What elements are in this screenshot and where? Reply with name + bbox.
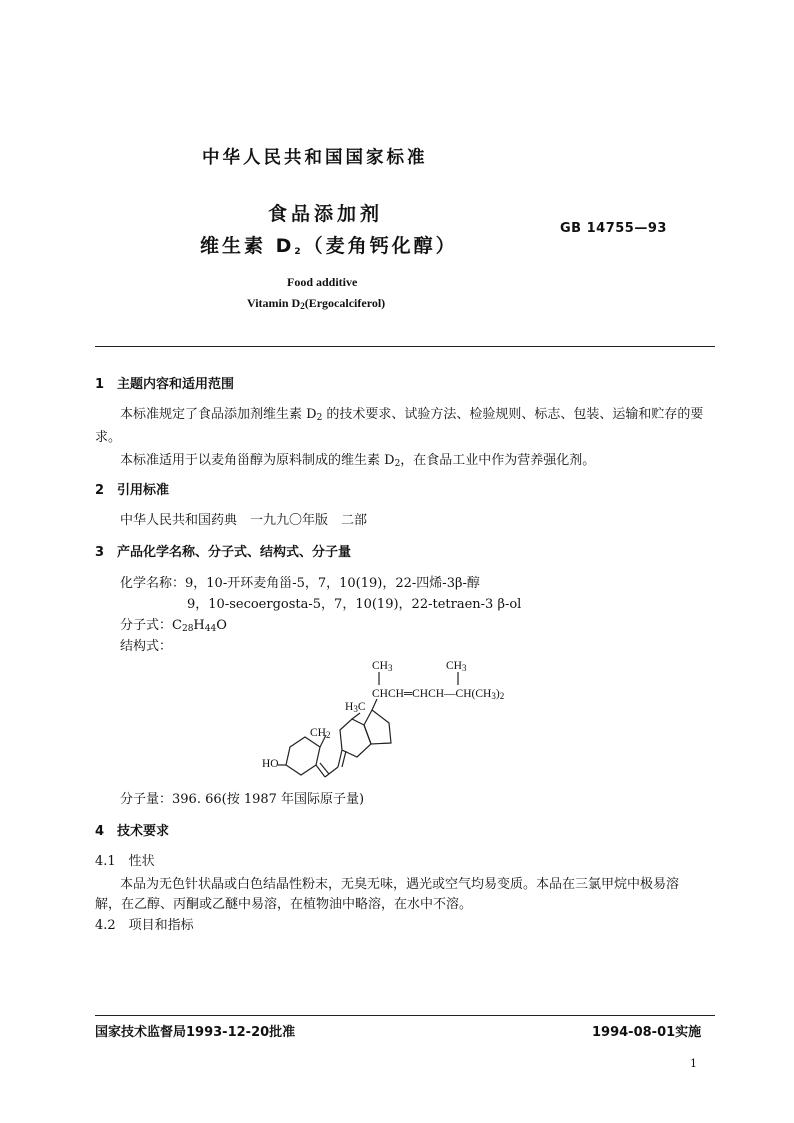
en-title-line2-suffix: (Ergocalciferol)	[304, 296, 386, 310]
chemical-name-cn: 化学名称：9，10-开环麦角甾-5，7，10(19)，22-四烯-3β-醇	[120, 576, 480, 591]
national-standard-title: 中华人民共和国国家标准	[202, 148, 428, 168]
formula-c-sub: 28	[181, 624, 194, 634]
section4-1-paragraph: 本品为无色针状晶或白色结晶性粉末，无臭无味，遇光或空气均易变质。本品在三氯甲烷中极易溶	[120, 877, 680, 892]
h3c-sub: 3	[353, 704, 358, 714]
section4-1-heading: 4.1 性状	[95, 854, 155, 869]
side-chain-c-sub: 2	[499, 691, 505, 701]
formula-o: O	[216, 618, 227, 633]
s1p1-part-a: 本标准规定了食品添加剂维生素 D	[120, 407, 317, 422]
page-number: 1	[690, 1057, 697, 1070]
section4-1-paragraph-cont: 解，在乙醇、丙酮或乙醚中易溶，在植物油中略溶，在水中不溶。	[95, 897, 473, 912]
formula-h: H	[193, 618, 205, 633]
en-title-line2-prefix: Vitamin D	[247, 296, 301, 310]
label-ch3-left	[372, 660, 392, 672]
molecular-weight: 分子量：396. 66(按 1987 年国际原子量)	[120, 792, 365, 807]
english-title-line1: Food additive	[287, 275, 358, 289]
label-ho: HO	[262, 758, 279, 770]
en-title-line2-sub: 2	[300, 301, 305, 311]
section2-heading: 2 引用标准	[95, 483, 170, 498]
side-chain-eq: ═	[403, 688, 413, 700]
s1p2-part-b: ，在食品工业中作为营养强化剂。	[400, 453, 596, 468]
ch3-left-sub: 3	[387, 663, 393, 673]
footer-divider	[95, 1015, 715, 1016]
english-title-line2	[247, 296, 385, 311]
section1-paragraph1-cont: 求。	[95, 430, 122, 445]
formula-h-sub: 44	[204, 624, 217, 634]
title-line2-sub: 2	[294, 247, 304, 257]
section4-2-heading: 4.2 项目和指标	[95, 918, 194, 933]
section1-paragraph2	[120, 451, 595, 471]
section1-heading: 1 主题内容和适用范围	[95, 377, 235, 392]
molecular-formula	[120, 616, 227, 636]
label-ch2	[310, 727, 330, 739]
chemical-name-en: 9，10-secoergosta-5，7，10(19)，22-tetraen-3 β-ol	[187, 597, 522, 612]
ch2-text: CH	[310, 727, 326, 739]
side-chain-b: CHCH—CH(CH	[412, 688, 492, 700]
structure-label: 结构式：	[120, 639, 173, 654]
side-chain-a: CHCH	[372, 688, 404, 700]
header-divider	[95, 346, 715, 347]
standard-code: GB 14755—93	[560, 221, 667, 236]
label-h3c	[345, 701, 365, 713]
section2-text: 中华人民共和国药典 一九九〇年版 二部	[120, 513, 368, 528]
ch3-left-text: CH	[372, 660, 388, 672]
implementation-text: 1994-08-01实施	[592, 1025, 702, 1040]
ch3-right-sub: 3	[461, 663, 467, 673]
ch2-sub: 2	[325, 730, 331, 740]
h3c-c: C	[357, 701, 366, 713]
ch3-right-text: CH	[446, 660, 462, 672]
formula-label: 分子式：	[120, 618, 173, 633]
side-chain-b-sub: 3	[491, 691, 496, 701]
approval-text: 国家技术监督局1993-12-20批准	[95, 1025, 296, 1040]
structural-formula	[260, 655, 560, 790]
s1p2-part-a: 本标准适用于以麦角甾醇为原料制成的维生素 D	[120, 453, 395, 468]
h3c-h: H	[345, 701, 354, 713]
title-line2-prefix: 维生素 D	[200, 235, 295, 257]
formula-c: C	[172, 618, 182, 633]
label-ch3-right	[446, 660, 466, 672]
document-title-line1: 食品添加剂	[268, 203, 384, 225]
s1p2-sub: 2	[394, 459, 401, 469]
document-title-line2	[200, 231, 458, 258]
section1-paragraph1	[120, 405, 703, 425]
s1p1-part-b: 的技术要求、试验方法、检验规则、标志、包装、运输和贮存的要	[322, 407, 704, 422]
s1p1-sub: 2	[316, 413, 323, 423]
title-line2-suffix: （麦角钙化醇）	[303, 235, 458, 257]
section4-heading: 4 技术要求	[95, 824, 170, 839]
section3-heading: 3 产品化学名称、分子式、结构式、分子量	[95, 545, 352, 560]
label-side-chain	[372, 688, 504, 700]
side-chain-c: )	[495, 688, 500, 700]
